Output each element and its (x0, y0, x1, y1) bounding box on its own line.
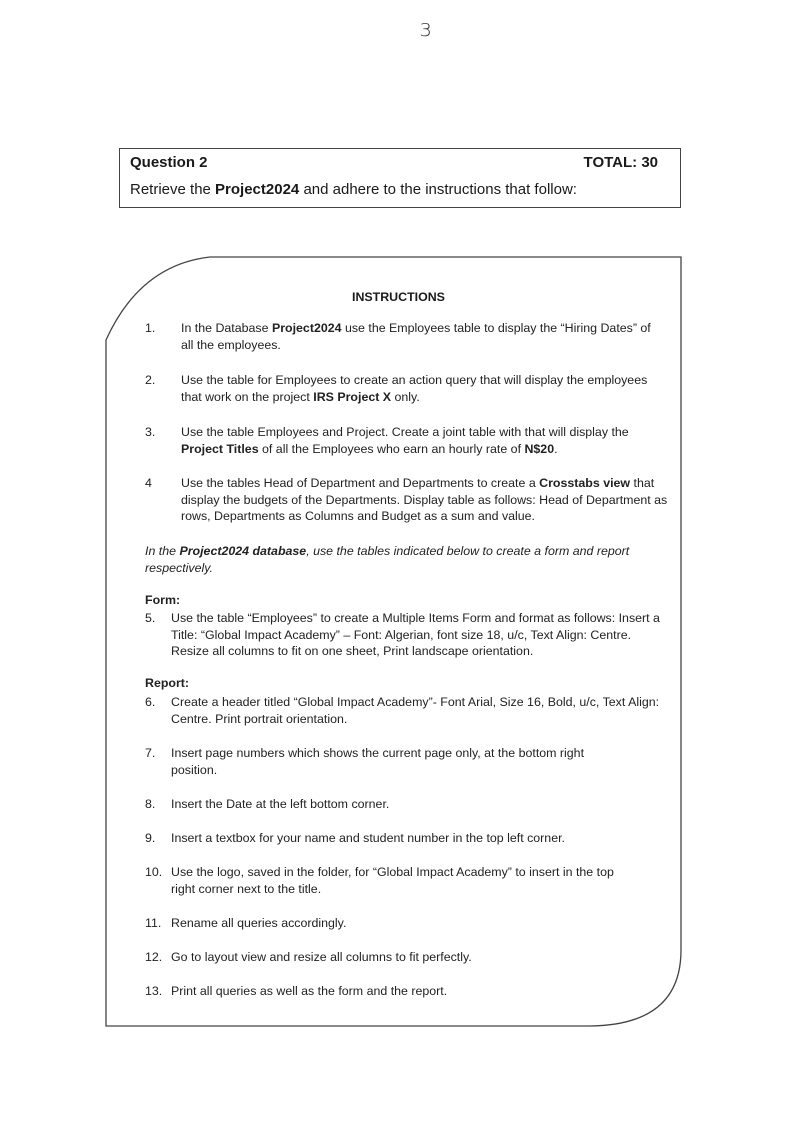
page-number: 3 (419, 20, 433, 41)
question-total: TOTAL: 30 (583, 154, 658, 171)
item-text: Use the logo, saved in the folder, for “Global Impact Academy” to insert in the top right corner next to the title. (171, 865, 614, 896)
project-name: Project2024 (215, 181, 300, 198)
item-text: Go to layout view and resize all columns to fit perfectly. (171, 950, 472, 964)
question-title: Question 2 (130, 154, 208, 171)
item-number: 2. (145, 373, 156, 387)
item-number: 10. (145, 865, 163, 879)
form-section-label: Form: (145, 593, 181, 607)
intro-text: Retrieve the (130, 181, 216, 198)
item-text: Insert a textbox for your name and student number in the top left corner. (171, 831, 565, 845)
item-number: 13. (145, 984, 163, 998)
item-text: Print all queries as well as the form and the report. (171, 984, 448, 998)
report-section-label: Report: (145, 676, 190, 690)
item-number: 9. (145, 831, 156, 845)
item-number: 3. (145, 425, 156, 439)
item-number: 4 (145, 476, 152, 490)
item-number: 7. (145, 746, 156, 760)
form-report-note: In the Project2024 database, use the tables indicated below to create a form and report respectively. (145, 544, 630, 575)
item-text: Use the table for Employees to create an action query that will display the employees that work on the project IRS Project X only. (181, 373, 648, 404)
question-header-box (119, 148, 681, 208)
question-intro (130, 181, 577, 198)
intro-text-end: and adhere to the instructions that follow: (299, 181, 577, 198)
item-text: Insert page numbers which shows the current page only, at the bottom right position. (171, 746, 585, 777)
item-number: 12. (145, 950, 163, 964)
item-text: Use the tables Head of Department and Departments to create a Crosstabs view that display the budgets of the Departments. Display table as follows: Head of Department as rows, Departments as Columns and Budget as a sum and value. (181, 476, 668, 523)
instructions-heading: INSTRUCTIONS (352, 290, 445, 304)
item-number: 11. (145, 916, 162, 930)
item-text: Use the table Employees and Project. Create a joint table with that will display the Project Titles of all the Employees who earn an hourly rate of N$20. (181, 425, 629, 456)
item-number: 5. (145, 611, 156, 625)
item-number: 1. (145, 321, 156, 335)
item-number: 6. (145, 695, 156, 709)
item-text: Rename all queries accordingly. (171, 916, 347, 930)
item-number: 8. (145, 797, 156, 811)
item-text: Insert the Date at the left bottom corner. (171, 797, 390, 811)
item-text: In the Database Project2024 use the Employees table to display the “Hiring Dates” of all the employees. (181, 321, 651, 352)
item-text: Use the table “Employees” to create a Multiple Items Form and format as follows: Insert a Title: “Global Impact Academy” – Font: Algerian, font size 18, u/c, Text Align: Centre. Resize all columns to fit on one sheet, Print landscape orientation. (171, 611, 660, 658)
item-text: Create a header titled “Global Impact Academy”- Font Arial, Size 16, Bold, u/c, Text Align: Centre. Print portrait orientation. (171, 695, 660, 726)
